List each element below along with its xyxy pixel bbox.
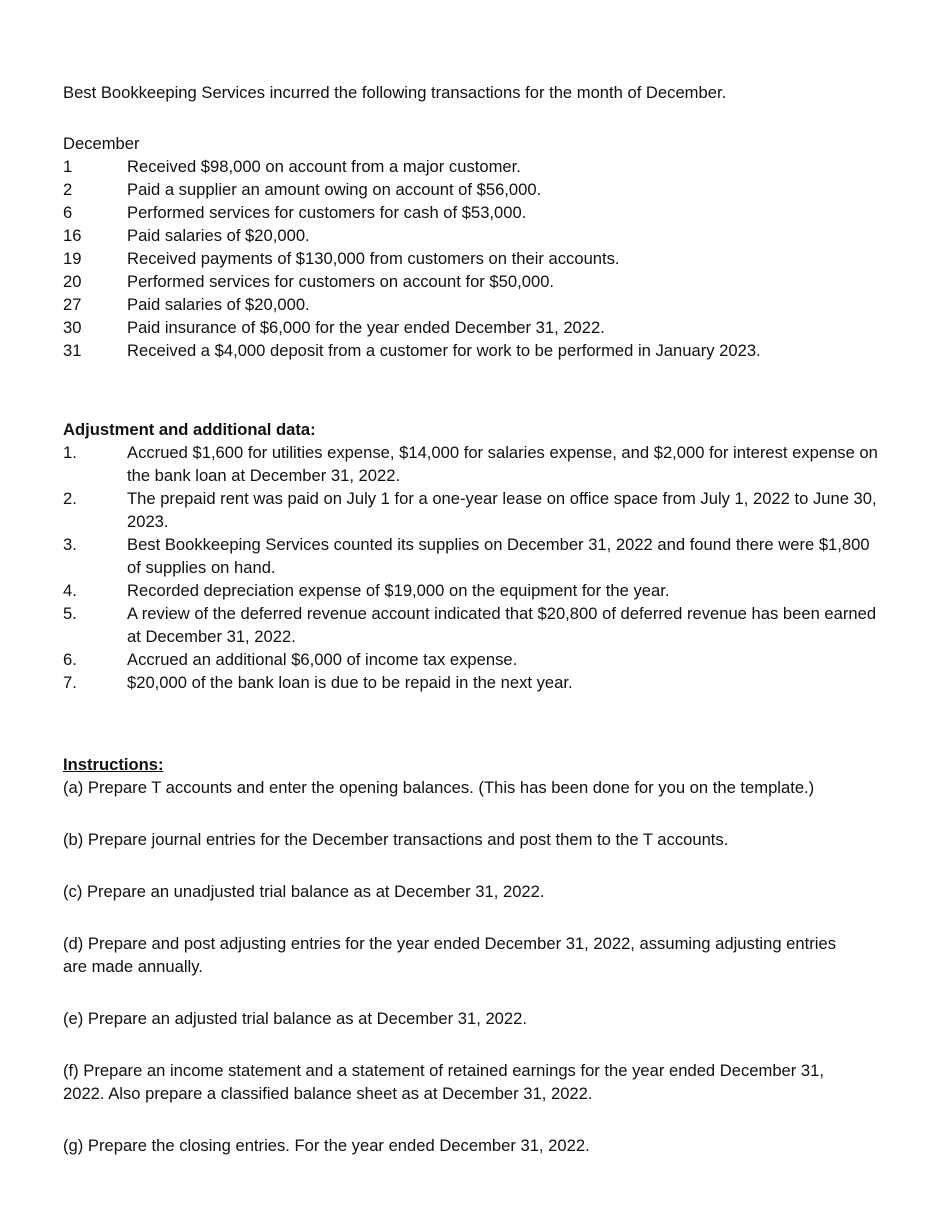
transaction-text: Received $98,000 on account from a major customer.: [127, 157, 521, 176]
transaction-day: 27: [63, 295, 82, 314]
transaction-row: [63, 293, 883, 316]
adjustment-text: Accrued $1,600 for utilities expense, $14,000 for salaries expense, and $2,000 for interest expense on the bank loan at December 31, 2022.: [127, 443, 878, 485]
adjustment-row: [63, 671, 883, 694]
intro-paragraph: Best Bookkeeping Services incurred the following transactions for the month of December.: [63, 83, 727, 102]
adjustment-text: A review of the deferred revenue account indicated that $20,800 of deferred revenue has been earned at December 31, 2022.: [127, 604, 877, 646]
adjustment-row: [63, 602, 883, 648]
transaction-text: Paid salaries of $20,000.: [127, 226, 310, 245]
transaction-row: [63, 316, 883, 339]
transaction-day: 6: [63, 203, 73, 222]
instruction-item: (c) Prepare an unadjusted trial balance as at December 31, 2022.: [63, 882, 545, 901]
adjustment-text: $20,000 of the bank loan is due to be repaid in the next year.: [127, 673, 573, 692]
adjustment-text: Accrued an additional $6,000 of income tax expense.: [127, 650, 518, 669]
adjustment-number: 6.: [63, 650, 77, 669]
transaction-day: 2: [63, 180, 73, 199]
adjustment-row: [63, 648, 883, 671]
month-label: December: [63, 134, 140, 153]
transaction-day: 30: [63, 318, 82, 337]
transaction-day: 31: [63, 341, 82, 360]
instruction-item: (d) Prepare and post adjusting entries for the year ended December 31, 2022, assuming adjusting entries are made annually.: [63, 934, 836, 976]
instruction-item: (a) Prepare T accounts and enter the opening balances. (This has been done for you on the template.): [63, 778, 815, 797]
transaction-row: [63, 339, 883, 362]
transaction-day: 1: [63, 157, 73, 176]
adjustment-row: [63, 441, 883, 487]
adjustment-row: [63, 579, 883, 602]
transaction-row: [63, 224, 883, 247]
instruction-item: (g) Prepare the closing entries. For the year ended December 31, 2022.: [63, 1136, 590, 1155]
transaction-day: 16: [63, 226, 82, 245]
adjustment-row: [63, 487, 883, 533]
transaction-row: [63, 270, 883, 293]
adjustments-heading: Adjustment and additional data:: [63, 420, 316, 439]
transaction-day: 20: [63, 272, 82, 291]
transaction-text: Performed services for customers on account for $50,000.: [127, 272, 555, 291]
transaction-text: Paid insurance of $6,000 for the year ended December 31, 2022.: [127, 318, 605, 337]
transaction-row: [63, 201, 883, 224]
transaction-text: Paid salaries of $20,000.: [127, 295, 310, 314]
adjustment-number: 4.: [63, 581, 77, 600]
transaction-row: [63, 155, 883, 178]
adjustment-text: Best Bookkeeping Services counted its supplies on December 31, 2022 and found there were $1,800 of supplies on hand.: [127, 535, 870, 577]
adjustment-text: The prepaid rent was paid on July 1 for a one-year lease on office space from July 1, 2022 to June 30, 2023.: [127, 489, 877, 531]
transaction-text: Paid a supplier an amount owing on account of $56,000.: [127, 180, 542, 199]
adjustment-text: Recorded depreciation expense of $19,000 on the equipment for the year.: [127, 581, 670, 600]
adjustment-number: 2.: [63, 489, 77, 508]
instruction-item: (e) Prepare an adjusted trial balance as at December 31, 2022.: [63, 1009, 527, 1028]
transaction-text: Received payments of $130,000 from customers on their accounts.: [127, 249, 620, 268]
adjustments-section: [63, 418, 883, 694]
transaction-day: 19: [63, 249, 82, 268]
instructions-heading: Instructions:: [63, 755, 164, 774]
transaction-text: Received a $4,000 deposit from a customer for work to be performed in January 2023.: [127, 341, 761, 360]
adjustment-number: 5.: [63, 604, 77, 623]
adjustment-number: 3.: [63, 535, 77, 554]
transaction-row: [63, 247, 883, 270]
transactions-section: [63, 132, 883, 362]
adjustment-row: [63, 533, 883, 579]
transaction-row: [63, 178, 883, 201]
instruction-item: (b) Prepare journal entries for the December transactions and post them to the T accounts.: [63, 830, 729, 849]
transaction-text: Performed services for customers for cash of $53,000.: [127, 203, 527, 222]
instruction-item: (f) Prepare an income statement and a statement of retained earnings for the year ended December 31, 2022. Also prepare a classified balance sheet as at December 31, 2022.: [63, 1061, 824, 1103]
adjustment-number: 1.: [63, 443, 77, 462]
adjustment-number: 7.: [63, 673, 77, 692]
instructions-section: [63, 753, 853, 1157]
